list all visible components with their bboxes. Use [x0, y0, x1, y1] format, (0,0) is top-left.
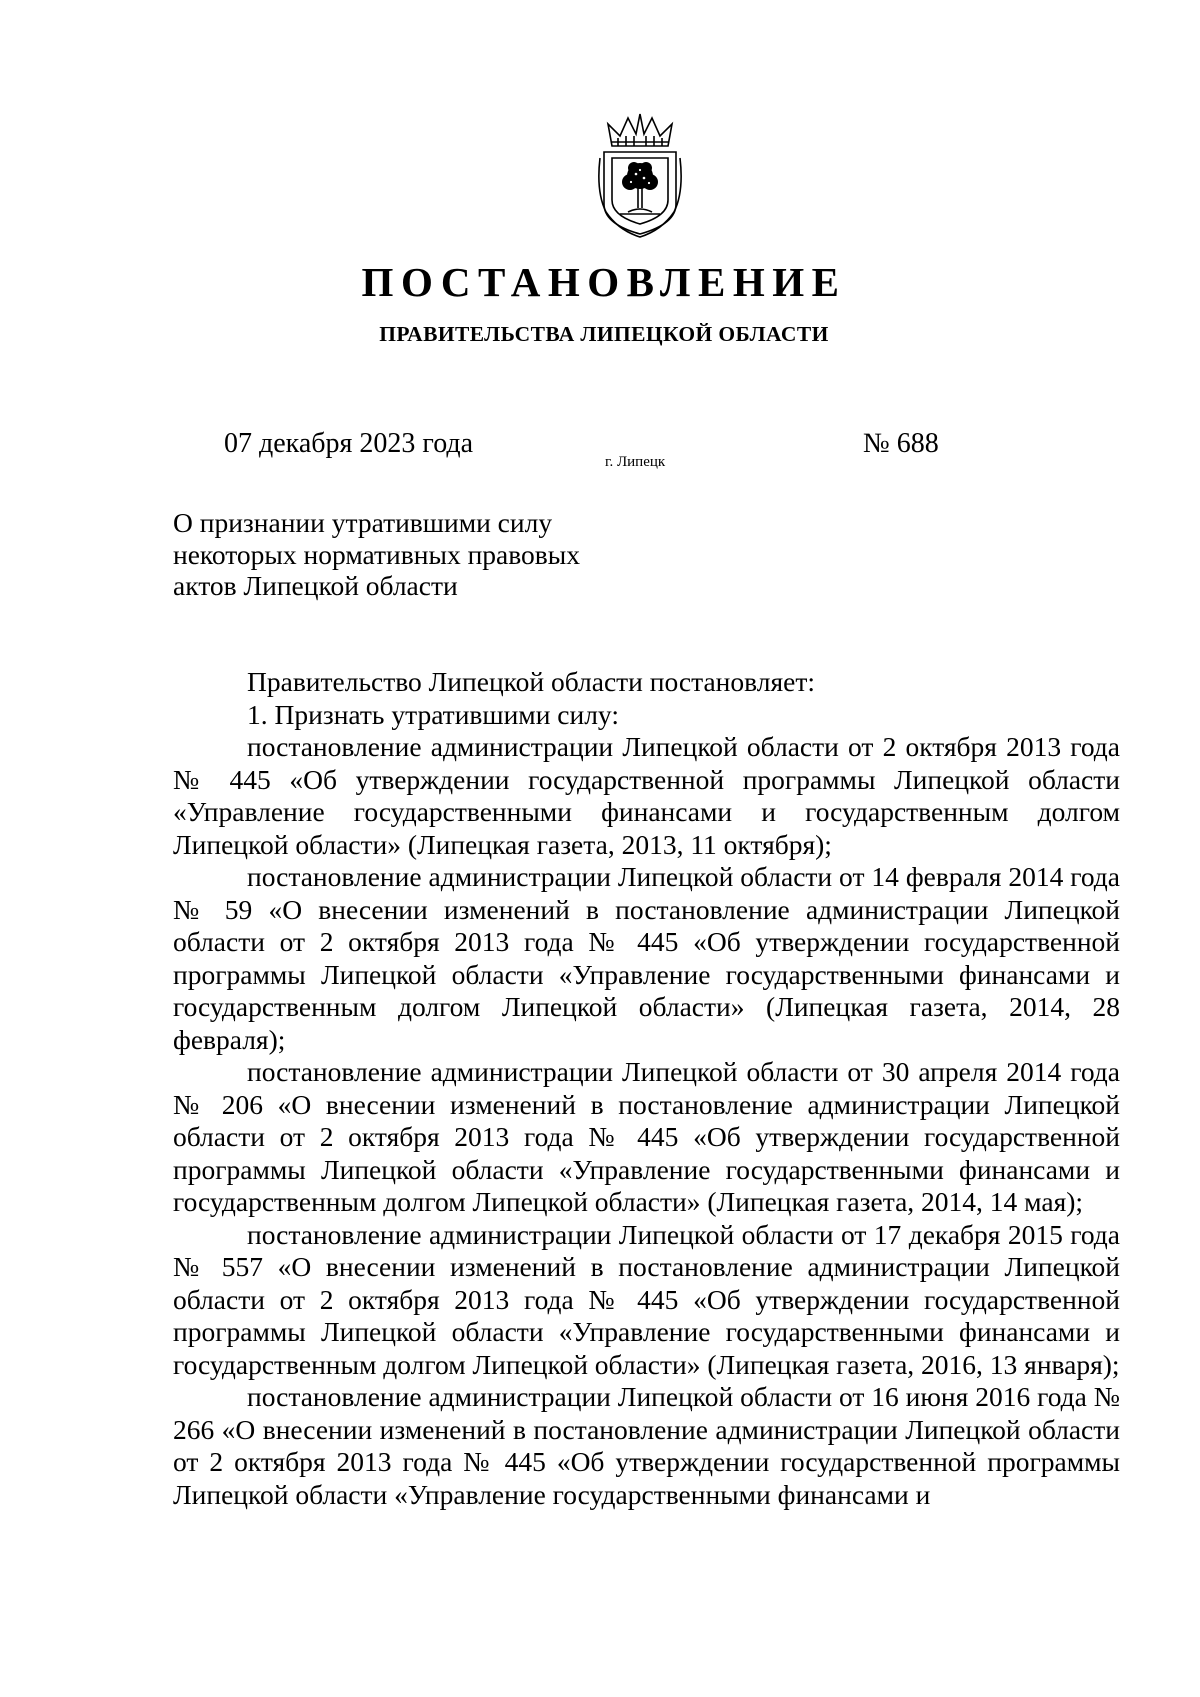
- document-title: ПОСТАНОВЛЕНИЕ: [361, 259, 847, 305]
- body-paragraph: постановление администрации Липецкой области от 14 февраля 2014 года № 59 «О внесении изменений в постановление администрации Липецкой области от 2 октября 2013 года № 445 «Об утверждении государственной программы Липецкой области «Управление государственными финансами и государственным долгом Липецкой области» (Липецкая газета, 2014, 28 февраля);: [173, 861, 1120, 1055]
- document-city: г. Липецк: [605, 454, 666, 470]
- subject-line: некоторых нормативных правовых: [173, 538, 581, 570]
- body-paragraph: Правительство Липецкой области постановляет:: [247, 666, 816, 697]
- body-paragraph: постановление администрации Липецкой области от 2 октября 2013 года № 445 «Об утверждении государственной программы Липецкой области «Управление государственными финансами и государственным долгом Липецкой области» (Липецкая газета, 2013, 11 октября);: [173, 731, 1120, 860]
- subject-line: О признании утратившими силу: [173, 507, 553, 538]
- body-paragraph: постановление администрации Липецкой области от 16 июня 2016 года № 266 «О внесении изменений в постановление администрации Липецкой области от 2 октября 2013 года № 445 «Об утверждении государственной программы Липецкой области «Управление государственными финансами и: [173, 1381, 1120, 1510]
- lipetsk-coat-of-arms-icon: [598, 112, 682, 238]
- body-paragraph: постановление администрации Липецкой области от 30 апреля 2014 года № 206 «О внесении изменений в постановление администрации Липецкой области от 2 октября 2013 года № 445 «Об утверждении государственной программы Липецкой области «Управление государственными финансами и государственным долгом Липецкой области» (Липецкая газета, 2014, 14 мая);: [173, 1056, 1120, 1217]
- document-number: № 688: [863, 428, 939, 459]
- subject-line: актов Липецкой области: [173, 570, 458, 601]
- document-date: 07 декабря 2023 года: [224, 428, 474, 459]
- body-paragraph: постановление администрации Липецкой области от 17 декабря 2015 года № 557 «О внесении изменений в постановление администрации Липецкой области от 2 октября 2013 года № 445 «Об утверждении государственной программы Липецкой области «Управление государственными финансами и государственным долгом Липецкой области» (Липецкая газета, 2016, 13 января);: [173, 1218, 1120, 1380]
- document-body: [173, 666, 1120, 1511]
- document-subject: [173, 507, 580, 602]
- body-paragraph: 1. Признать утратившими силу:: [247, 698, 619, 730]
- issuing-authority: ПРАВИТЕЛЬСТВА ЛИПЕЦКОЙ ОБЛАСТИ: [379, 322, 829, 346]
